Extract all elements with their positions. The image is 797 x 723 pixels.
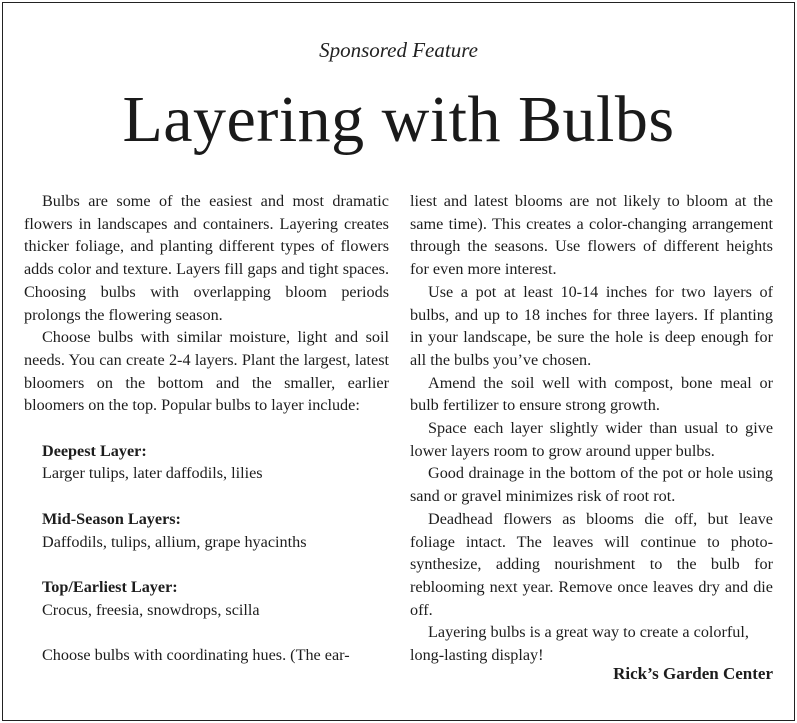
layer-item-mid-season: [42, 508, 389, 553]
left-column: [24, 190, 389, 667]
tip-paragraph: Use a pot at least 10-14 inches for two layers of bulbs, and up to 18 inches for three layers. If planting in your landscape, be sure the hole is deep enough for all the bulbs you’ve chosen.: [410, 282, 773, 369]
closing-line: Choose bulbs with coordinating hues. (The ear-: [42, 646, 350, 664]
tip-paragraph: Good drainage in the bottom of the pot or hole using sand or gravel minimizes risk of root rot.: [410, 464, 773, 506]
layer-bulbs: Daffodils, tulips, allium, grape hyacinths: [42, 532, 307, 551]
layer-title: Deepest Layer:: [42, 441, 147, 460]
layer-bulbs: Crocus, freesia, snowdrops, scilla: [42, 600, 260, 619]
layer-title: Top/Earliest Layer:: [42, 577, 178, 596]
layer-list: [24, 440, 389, 622]
body-paragraph: Choose bulbs with similar moisture, light and soil needs. You can create 2-4 layers. Plant the largest, latest bloomers on the bottom and the smaller, earlier bloomers on the top. Popular bulbs to layer include:: [24, 328, 389, 415]
layer-item-top: [42, 576, 389, 621]
continuation-paragraph: liest and latest blooms are not likely to bloom at the same time). This creates a color-changing arrangement through the seasons. Use flowers of different heights for even more interest.: [410, 192, 773, 279]
layer-item-deepest: [42, 440, 389, 485]
tip-paragraph: Amend the soil well with compost, bone meal or bulb fertilizer to ensure strong growth.: [410, 373, 773, 415]
sponsored-kicker: Sponsored Feature: [319, 38, 478, 62]
sponsor-signature: Rick’s Garden Center: [613, 664, 773, 683]
article-title: Layering with Bulbs: [122, 83, 675, 156]
right-column: [410, 190, 773, 667]
intro-paragraph: Bulbs are some of the easiest and most dramatic flowers in landscapes and containers. Layering creates thicker foliage, and planting different types of flowers adds color and texture. Layers fill gaps and tight spaces. Choosing bulbs with overlapping bloom periods prolongs the flowering season.: [24, 192, 389, 324]
tip-paragraph: Space each layer slightly wider than usual to give lower layers room to grow around upper bulbs.: [410, 419, 773, 460]
layer-title: Mid-Season Layers:: [42, 509, 181, 528]
layer-bulbs: Larger tulips, later daffodils, lilies: [42, 464, 263, 483]
tip-paragraph: Layering bulbs is a great way to create a colorful, long-lasting display!: [410, 623, 749, 665]
tip-paragraph: Deadhead flowers as blooms die off, but leave foliage intact. The leaves will continue to photosynthesize, adding nourishment to the bulb for reblooming next year. Remove once leaves dry and die off.: [410, 509, 773, 619]
